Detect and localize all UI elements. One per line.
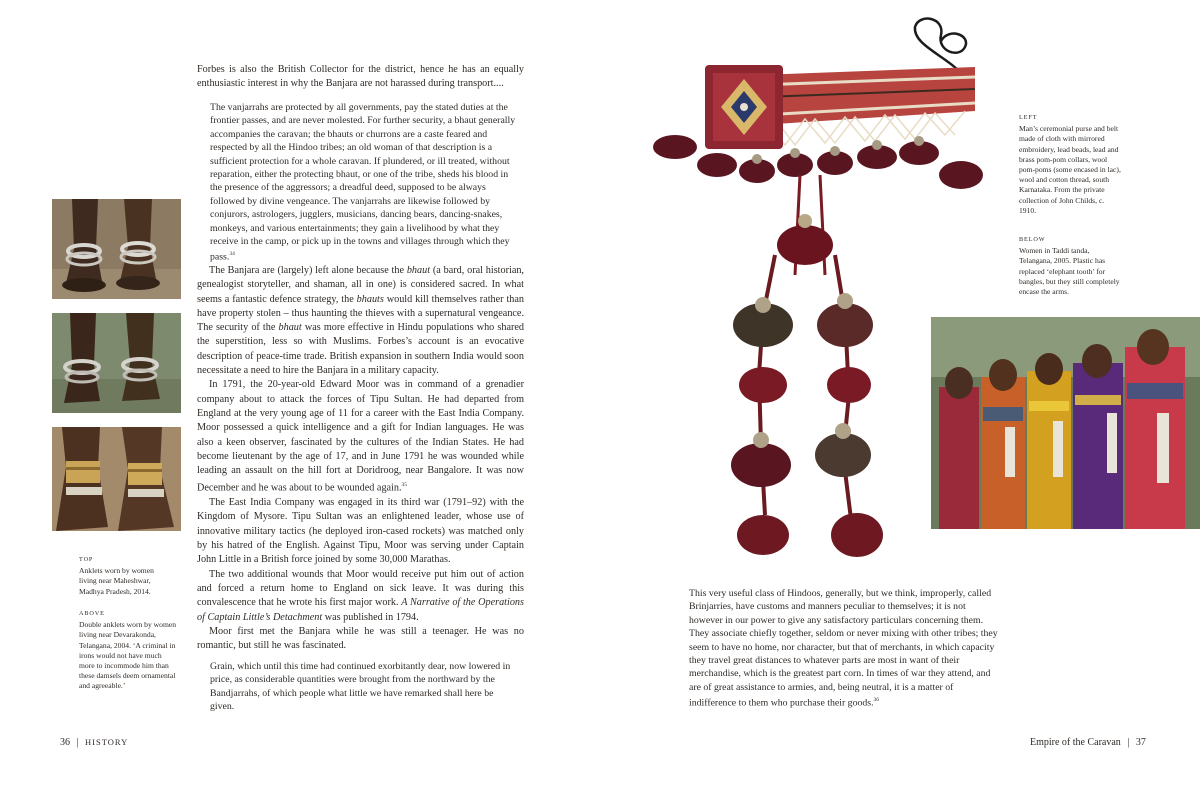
para-3: The East India Company was engaged in its third war (1791–92) with the Kingdom of Mysore. Tipu Sultan was an enlightened leader, whose use of innovative military tactics (he deployed iron-cased rockets) was matched only by his hatred of the English. Against Tipu, Moor was serving under Captain John Little in a British force joined by some 30,000 Marathas. [197,497,524,566]
intro-text: Forbes is also the British Collector for the district, hence he has an equally enthusiastic interest in why the Banjara are not harassed during transport.... [197,64,524,90]
right-quote-body: This very useful class of Hindoos, generally, but we think, improperly, called Brinjarries, have customs and manners peculiar to themselves; it is not however in our power to give any satisfactory particulars concerning them. They associate chiefly together, seldom or never mixing with other tribes; they seem to have no home, nor character, but that of merchants, in which capacity they travel great distances to whatever parts are most in want of their merchandise, which is the greatest part corn. In times of war they attend, and are of great assistance to armies, and, being neutral, it is a matter of indifference to them who purchase their goods. [689,588,998,709]
women-photo [931,317,1200,529]
right-quote-note: 36 [873,697,880,704]
para-2-note: 35 [401,482,408,489]
para-2 [197,378,524,496]
quote-1-text [210,101,521,264]
para-1-italic-3: bhaut [278,322,302,334]
intro-paragraph [197,63,524,92]
right-page-number: 37 [1135,737,1146,748]
para-1-c: would kill themselves rather than have property stolen – thus haunting the thieves with a supernatural vengeance. The security of the [197,293,525,334]
right-folio-title: Empire of the Caravan [1030,737,1121,748]
para-4-a: The two additional wounds that Moor would receive put him out of action and forced a return home to England on sick leave. It was during this convalescence that he wrote his first major work. [197,568,524,609]
para-4-italic: A Narrative of the Operations of Captain Little’s Detachment [197,597,524,623]
right-folio [1030,737,1146,748]
left-folio [60,737,128,748]
caption-top [79,555,171,597]
anklets-photo-2 [52,313,181,413]
block-quote-2 [210,660,515,714]
caption-above-text: Double anklets worn by women living near Devarakonda, Telangana, 2004. ‘A criminal in irons would not have much more to incommode him than these damsels deem ornamental and agreeable.’ [79,620,177,691]
quote-1-body: The vanjarrahs are protected by all governments, pay the stated duties at the frontier passes, and are never molested. For further security, a bhaut generally accompanies the caravan; the bhauts or churrons are a caste feared and respected by all the Hindoo tribes; an old woman of that description is a sufficient protection for a whole caravan. If plundered, or ill treated, without reparation, either the protecting bhaut, or one of the tribe, sheds his blood in the presence of the aggressors; a dreadful deed, supposed to be always followed by divine vengeance. The vanjarrahs are likewise followed by conjurors, astrologers, jugglers, musicians, dancing bears, dancing-snakes, monkeys, and various entertainments; they gain a livelihood by what they receive in the camp, or pick up in the towns and villages through which they pass. [210,102,516,263]
caption-top-text: Anklets worn by women living near Maheshwar, Madhya Pradesh, 2014. [79,566,154,596]
para-1-italic-2: bhauts [356,293,384,305]
caption-below [1019,235,1123,297]
para-1-b: (a bard, oral historian, genealogist storyteller, and shaman, all in one) is considered sacred. In what seems a fantastic defence strategy, the [197,265,524,305]
left-page-number: 36 [60,737,70,748]
left-folio-separator: | [76,737,79,748]
para-1 [197,264,524,378]
para-1-italic-1: bhaut [406,265,431,276]
caption-left-text: Man’s ceremonial purse and belt made of cloth with mirrored embroidery, lead beads, lead and brass pom-pom collars, wool pom-poms (some encased in lac), wool and cotton thread, south Karnataka. From the private collection of John Childs, c. 1910. [1019,124,1121,215]
caption-left [1019,113,1123,216]
quote-1-note: 34 [229,251,235,258]
caption-top-label: TOP [79,556,94,563]
block-quote-1 [210,101,521,264]
para-1-a: The Banjara are (largely) left alone because the [209,265,407,276]
para-2-body: In 1791, the 20-year-old Edward Moor was in command of a grenadier company about to attack the forces of Tipu Sultan. He had departed from England at the very young age of 11 for a career with the East India Company. Moor possessed a quick intelligence and a gift for Indian languages. He was also a keen observer, fascinated by the cultures of the Indian States. He had become lieutenant by the age of 17, and in June 1791 he was wounded while leading an assault on the hill fort at Doridroog, near Bangalore. It was now December and he was about to be wounded again. [197,379,524,494]
anklets-photo-3 [52,427,181,531]
caption-above [79,609,179,692]
right-block-quote [689,587,1001,710]
para-1-d: was more effective in Hindu populations who shared the superstition, less so with Muslims. Forbes’s account is an evocative description of peace-time trade. British expansion in southern India would soon necessitate a need to hire the Banjara in a military capacity. [197,322,524,377]
caption-above-label: ABOVE [79,610,105,617]
caption-left-label: LEFT [1019,114,1038,121]
right-quote-text [689,587,1001,710]
main-text [197,264,524,653]
anklets-photo-1 [52,199,181,299]
right-folio-separator: | [1127,737,1130,748]
para-4-b: was published in 1794. [322,611,419,623]
caption-below-label: BELOW [1019,236,1046,243]
caption-below-text: Women in Taddi tanda, Telangana, 2005. Plastic has replaced ‘elephant tooth’ for bangles, but they still completely encase the arms. [1019,246,1120,297]
para-4 [197,568,524,625]
left-folio-section: HISTORY [85,737,129,747]
quote-2-text: Grain, which until this time had continued exorbitantly dear, now lowered in price, as considerable quantities were brought from the northward by the Bandjarrahs, of which people what little we have remarked shall here be given. [210,661,511,713]
para-5: Moor first met the Banjara while he was still a teenager. He was no romantic, but still he was fascinated. [197,625,524,652]
